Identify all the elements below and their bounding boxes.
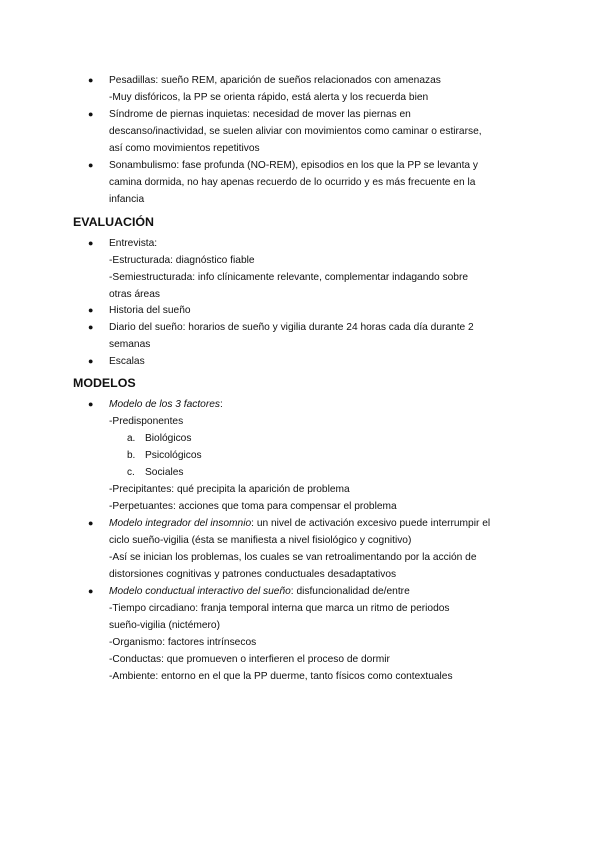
text-line: Pesadillas: sueño REM, aparición de sueños relacionados con amenazas: [109, 75, 441, 86]
section-heading: EVALUACIÓN: [73, 215, 154, 229]
text-line: -Ambiente: entorno en el que la PP duerme, tanto físicos como contextuales: [109, 671, 453, 682]
text-line: Sonambulismo: fase profunda (NO-REM), episodios en los que la PP se levanta y: [109, 160, 479, 171]
bullet-icon: ●: [88, 305, 94, 315]
text-line: -Conductas: que promueven o interfieren el proceso de dormir: [109, 654, 390, 665]
text-line: -Muy disfóricos, la PP se orienta rápido, está alerta y los recuerda bien: [109, 92, 429, 103]
text-line: -Semiestructurada: info clínicamente relevante, complementar indagando sobre: [109, 272, 469, 283]
bullet-icon: ●: [88, 399, 94, 409]
bullet-icon: ●: [88, 109, 94, 119]
bullet-icon: ●: [88, 518, 94, 528]
model-title-colon: :: [220, 399, 223, 410]
text-line: [109, 515, 490, 532]
sub-list-item: Sociales: [145, 467, 184, 478]
sub-list-item: Biológicos: [145, 433, 192, 444]
text-line: infancia: [109, 194, 145, 205]
text-line: Diario del sueño: horarios de sueño y vigilia durante 24 horas cada día durante 2: [109, 322, 474, 333]
bullet-icon: ●: [88, 322, 94, 332]
text-line: -Perpetuantes: acciones que toma para compensar el problema: [109, 501, 397, 512]
text-line: camina dormida, no hay apenas recuerdo de lo ocurrido y es más frecuente en la: [109, 177, 476, 188]
sub-list-marker: c.: [127, 467, 135, 478]
text-line: -Tiempo circadiano: franja temporal interna que marca un ritmo de periodos: [109, 603, 450, 614]
text-line: sueño-vigilia (nictémero): [109, 620, 220, 631]
text-line: Síndrome de piernas inquietas: necesidad de mover las piernas en: [109, 109, 411, 120]
text-line: Entrevista:: [109, 238, 158, 249]
bullet-icon: ●: [88, 356, 94, 366]
text-line: -Predisponentes: [109, 416, 184, 427]
text-line: otras áreas: [109, 289, 160, 300]
bullet-icon: ●: [88, 238, 94, 248]
text-line: [109, 583, 410, 600]
text-line: Escalas: [109, 356, 145, 367]
model-title-rest: : un nivel de activación excesivo puede interrumpir el: [251, 518, 491, 529]
sub-list-item: Psicológicos: [145, 450, 202, 461]
sub-list-marker: b.: [127, 450, 136, 461]
model-title: Modelo integrador del insomnio: [109, 518, 252, 529]
section-heading: MODELOS: [73, 376, 136, 390]
text-line: -Precipitantes: qué precipita la aparición de problema: [109, 484, 350, 495]
text-line: así como movimientos repetitivos: [109, 143, 260, 154]
text-line: -Así se inician los problemas, los cuales se van retroalimentando por la acción de: [109, 552, 477, 563]
model-title: Modelo conductual interactivo del sueño: [109, 586, 291, 597]
text-line: -Organismo: factores intrínsecos: [109, 637, 257, 648]
bullet-icon: ●: [88, 75, 94, 85]
text-line: ciclo sueño-vigilia (ésta se manifiesta a nivel fisiológico y cognitivo): [109, 535, 412, 546]
sub-list-marker: a.: [127, 433, 136, 444]
model-title-rest: : disfuncionalidad de/entre: [290, 586, 410, 597]
text-line: Historia del sueño: [109, 305, 191, 316]
bullet-icon: ●: [88, 586, 94, 596]
text-line: -Estructurada: diagnóstico fiable: [109, 255, 255, 266]
text-line: descanso/inactividad, se suelen aliviar con movimientos como caminar o estirarse,: [109, 126, 482, 137]
text-line: semanas: [109, 339, 151, 350]
bullet-icon: ●: [88, 160, 94, 170]
model-title: Modelo de los 3 factores: [109, 399, 220, 410]
text-line: [109, 396, 223, 413]
text-line: distorsiones cognitivas y patrones conductuales desadaptativos: [109, 569, 397, 580]
